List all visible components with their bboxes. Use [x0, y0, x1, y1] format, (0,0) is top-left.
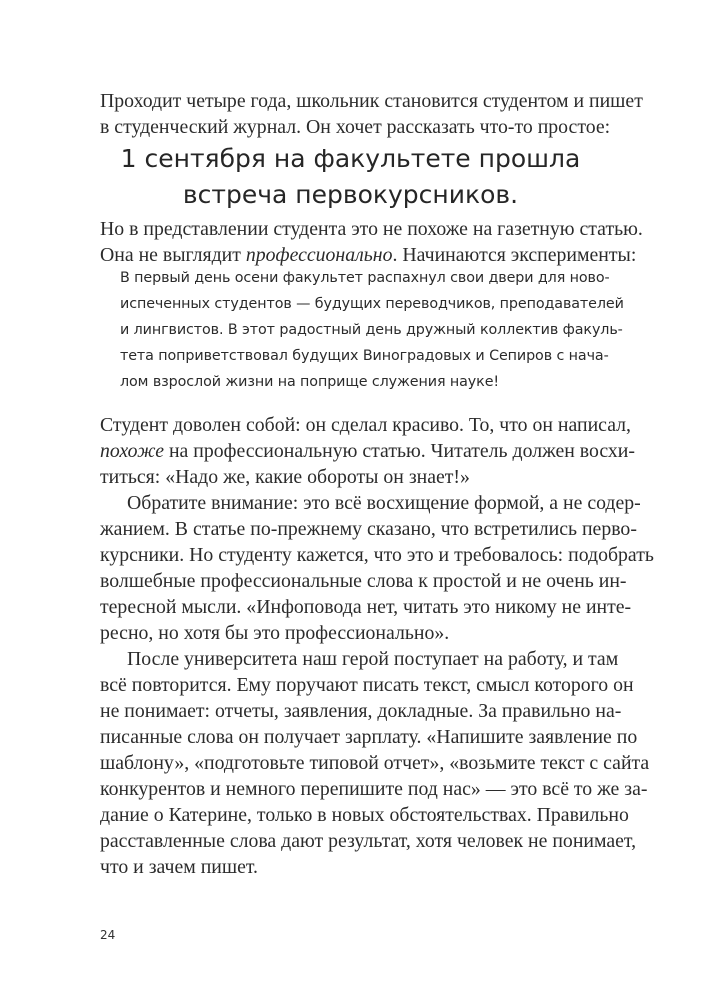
paragraph2-line-4: волшебные профессиональные слова к простой и не очень ин-: [100, 570, 627, 592]
paragraph1-line-1: Студент доволен собой: он сделал красиво. То, что он написал,: [100, 414, 631, 436]
italic-word-pohozhe: похоже: [100, 440, 164, 462]
quote-line-2: испеченных студентов — будущих переводчиков, преподавателей: [120, 296, 624, 312]
paragraph1-line-3: титься: «Надо же, какие обороты он знает!»: [100, 466, 470, 488]
paragraph3-line-3: не понимает: отчеты, заявления, докладные. За правильно на-: [100, 700, 622, 722]
paragraph1-line-2-after: на профессиональную статью. Читатель должен восхи-: [164, 440, 635, 462]
paragraph2-line-5: тересной мысли. «Инфоповода нет, читать это никому не инте-: [100, 596, 632, 618]
page-number: 24: [100, 928, 116, 942]
headline-line-2: встреча первокурсников.: [182, 180, 519, 209]
paragraph3-line-5: шаблону», «подготовьте типовой отчет», «возьмите текст с сайта: [100, 752, 650, 774]
paragraph2-line-1: Обратите внимание: это всё восхищение формой, а не содер-: [127, 492, 641, 514]
quote-line-3: и лингвистов. В этот радостный день дружный коллектив факуль-: [120, 322, 623, 338]
quote-line-1: В первый день осени факультет распахнул свои двери для ново-: [120, 270, 610, 286]
paragraph3-line-9: что и зачем пишет.: [100, 856, 258, 878]
intro-line-2: в студенческий журнал. Он хочет рассказать что-то простое:: [100, 116, 611, 138]
quote-line-4: тета поприветствовал будущих Виноградовых и Сепиров с нача-: [120, 348, 609, 364]
italic-word-professionalno: профессионально: [245, 244, 393, 266]
paragraph3-line-8: расставленные слова дают результат, хотя человек не понимает,: [100, 830, 637, 852]
after-headline-line-1: Но в представлении студента это не похоже на газетную статью.: [100, 218, 643, 240]
paragraph2-line-2: жанием. В статье по-прежнему сказано, что встретились перво-: [100, 518, 637, 540]
after-headline-line-2-after: . Начинаются эксперименты:: [392, 244, 637, 266]
after-headline-line-2-before: Она не выглядит: [100, 244, 246, 266]
paragraph3-line-4: писанные слова он получает зарплату. «Напишите заявление по: [100, 726, 638, 748]
paragraph3-line-7: дание о Катерине, только в новых обстоятельствах. Правильно: [100, 804, 629, 826]
paragraph3-line-2: всё повторится. Ему поручают писать текст, смысл которого он: [100, 674, 634, 696]
paragraph3-line-6: конкурентов и немного перепишите под нас» — это всё то же за-: [100, 778, 648, 800]
headline-line-1: 1 сентября на факультете прошла: [120, 144, 581, 173]
paragraph2-line-3: курсники. Но студенту кажется, что это и требовалось: подобрать: [100, 544, 654, 566]
quote-line-5: лом взрослой жизни на поприще служения науке!: [120, 374, 500, 390]
paragraph2-line-6: ресно, но хотя бы это профессионально».: [100, 622, 450, 644]
paragraph3-line-1: После университета наш герой поступает на работу, и там: [127, 648, 619, 670]
paragraph1-line-2: [100, 438, 635, 464]
intro-line-1: Проходит четыре года, школьник становится студентом и пишет: [100, 90, 643, 112]
